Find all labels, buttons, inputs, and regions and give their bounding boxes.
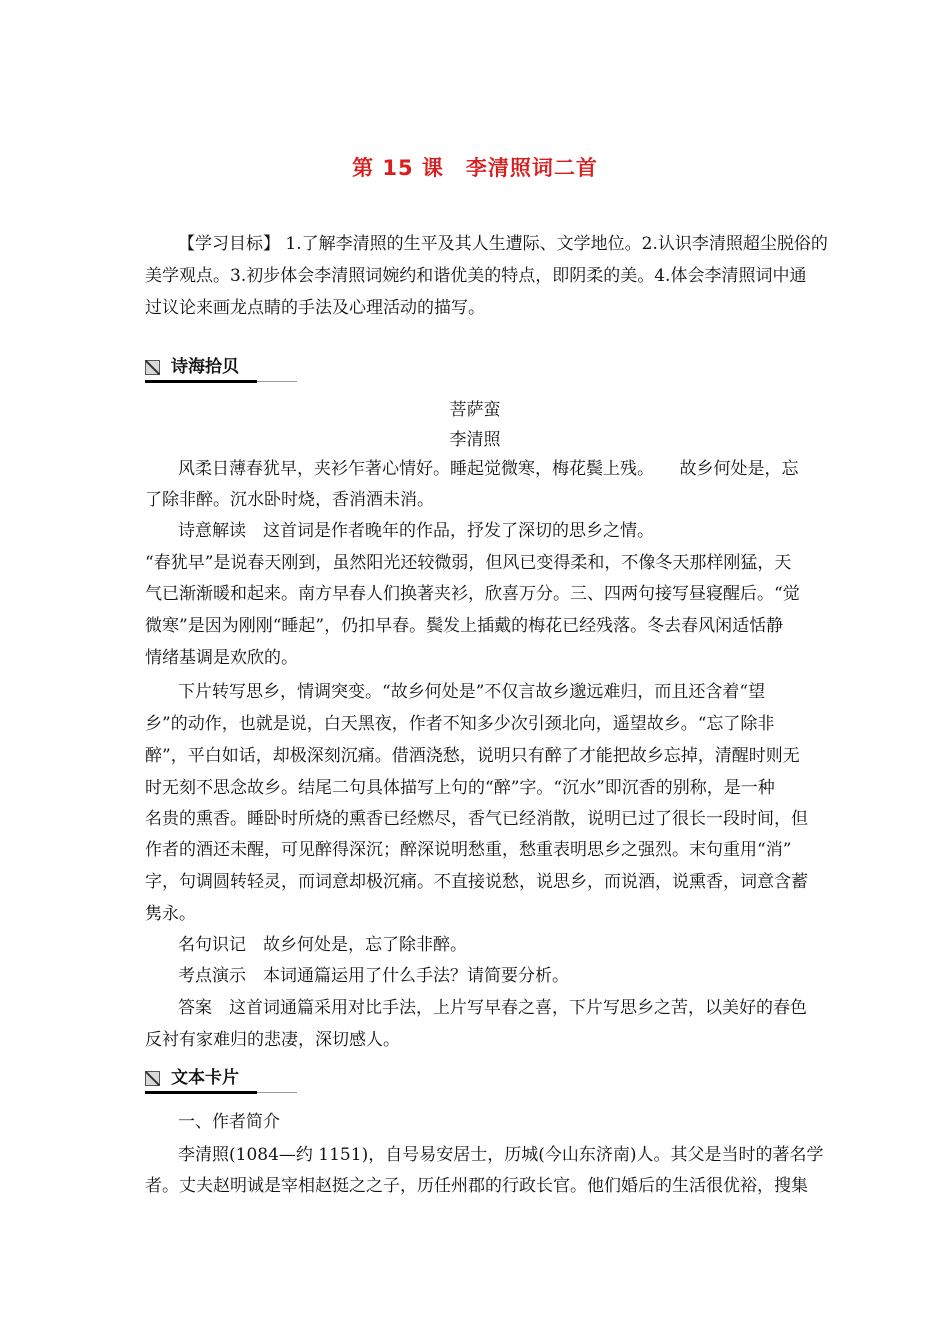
paragraph-line: 字，句调圆转轻灵，而词意却极沉痛。不直接说愁，说思乡，而说酒，说熏香，词意含蓄 bbox=[145, 872, 808, 892]
subsection-title: 一、作者简介 bbox=[178, 1112, 280, 1132]
paragraph-line: 了除非醉。沉水卧时烧，香消酒未消。 bbox=[145, 490, 434, 510]
paragraph-line: 醉”，平白如话，却极深刻沉痛。借酒浇愁，说明只有醉了才能把故乡忘掉，清醒时则无 bbox=[145, 746, 800, 766]
heading-underline bbox=[145, 1091, 257, 1094]
famous-line: 名句识记 故乡何处是，忘了除非醉。 bbox=[178, 935, 467, 955]
paragraph-line: 隽永。 bbox=[145, 904, 196, 924]
paragraph-line: 微寒”是因为刚刚“睡起”，仍扣早春。鬓发上插戴的梅花已经残落。冬去春风闲适恬静 bbox=[145, 616, 784, 636]
section-heading-label: 诗海拾贝 bbox=[171, 357, 239, 377]
learning-goals-line: 过议论来画龙点睛的手法及心理活动的描写。 bbox=[145, 298, 485, 318]
diagonal-box-icon bbox=[145, 1071, 160, 1086]
paragraph-line: 风柔日薄春犹早，夹衫乍著心情好。睡起觉微寒，梅花鬓上残。 故乡何处是，忘 bbox=[178, 459, 799, 479]
paragraph-line: “春犹早”是说春天刚到，虽然阳光还较微弱，但风已变得柔和，不像冬天那样刚猛，天 bbox=[145, 553, 792, 573]
paragraph-line: 者。丈夫赵明诚是宰相赵挺之之子，历任州郡的行政长官。他们婚后的生活很优裕，搜集 bbox=[145, 1176, 808, 1196]
answer-line: 反衬有家难归的悲凄，深切感人。 bbox=[145, 1030, 400, 1050]
paragraph-line: 时无刻不思念故乡。结尾二句具体描写上句的“醉”字。“沉水”即沉香的别称，是一种 bbox=[145, 778, 775, 798]
heading-underline bbox=[145, 380, 257, 383]
page-title: 第 15 课 李清照词二首 bbox=[352, 156, 598, 180]
learning-goals-line: 美学观点。3.初步体会李清照词婉约和谐优美的特点，即阴柔的美。4.体会李清照词中通 bbox=[145, 266, 807, 286]
paragraph-line: 下片转写思乡，情调突变。“故乡何处是”不仅言故乡邈远难归，而且还含着“望 bbox=[178, 682, 766, 702]
learning-goals-line: 【学习目标】 1.了解李清照的生平及其人生遭际、文学地位。2.认识李清照超尘脱俗的 bbox=[178, 234, 828, 254]
poem-author: 李清照 bbox=[449, 430, 501, 450]
paragraph-line: 气已渐渐暖和起来。南方早春人们换著夹衫，欣喜万分。三、四两句接写昼寝醒后。“觉 bbox=[145, 584, 800, 604]
diagonal-box-icon bbox=[145, 360, 160, 375]
paragraph-line: 诗意解读 这首词是作者晚年的作品，抒发了深切的思乡之情。 bbox=[178, 521, 654, 541]
paragraph-line: 名贵的熏香。睡卧时所烧的熏香已经燃尽，香气已经消散，说明已过了很长一段时间，但 bbox=[145, 809, 808, 829]
paragraph-line: 情绪基调是欢欣的。 bbox=[145, 648, 298, 668]
exam-question: 考点演示 本词通篇运用了什么手法？请简要分析。 bbox=[178, 966, 569, 986]
heading-underline-thin bbox=[257, 1092, 297, 1093]
paragraph-line: 乡”的动作，也就是说，白天黑夜，作者不知多少次引颈北向，遥望故乡。“忘了除非 bbox=[145, 714, 775, 734]
paragraph-line: 作者的酒还未醒，可见醉得深沉；醉深说明愁重，愁重表明思乡之强烈。末句重用“消” bbox=[145, 840, 792, 860]
poem-title: 菩萨蛮 bbox=[449, 400, 501, 420]
heading-underline-thin bbox=[257, 381, 297, 382]
answer-line: 答案 这首词通篇采用对比手法，上片写早春之喜，下片写思乡之苦，以美好的春色 bbox=[178, 998, 807, 1018]
paragraph-line: 李清照(1084—约 1151)，自号易安居士，历城(今山东济南)人。其父是当时的著名学 bbox=[178, 1145, 824, 1165]
section-heading-label: 文本卡片 bbox=[171, 1068, 239, 1088]
